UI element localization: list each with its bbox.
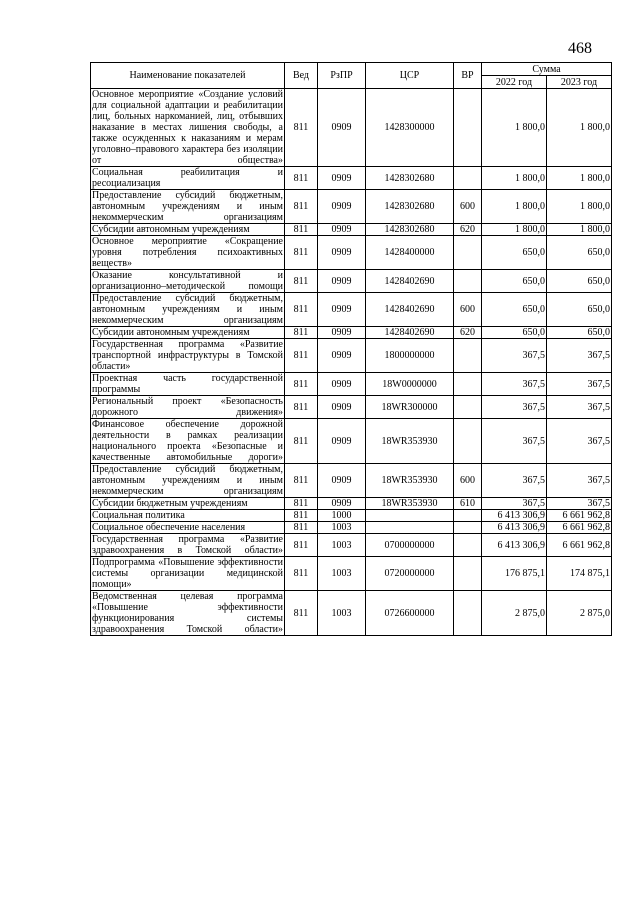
row-vr-cell: 620: [454, 224, 482, 236]
row-csr-cell: 18WR353930: [366, 464, 454, 498]
row-vr-cell: [454, 396, 482, 419]
row-ved-cell: 811: [285, 419, 318, 464]
row-name-cell: Оказание консультативной и организационно–методической помощи: [92, 270, 283, 292]
row-rzpr-cell: 0909: [318, 327, 366, 339]
row-csr-cell: 1428302680: [366, 224, 454, 236]
row-name-cell: Предоставление субсидий бюджетным, автономным учреждениям и иным некоммерческим организациям: [92, 464, 283, 497]
row-name-cell: Основное мероприятие «Сокращение уровня потребления психоактивных веществ»: [92, 236, 283, 269]
table-row: [91, 464, 612, 498]
row-sum-2022-cell: 6 413 306,9: [482, 522, 547, 534]
row-sum-2022-cell: 650,0: [482, 236, 547, 270]
table-row: [91, 396, 612, 419]
row-name-cell: Социальное обеспечение населения: [91, 522, 285, 534]
row-rzpr-cell: 0909: [318, 419, 366, 464]
row-ved-cell: 811: [285, 510, 318, 522]
row-csr-cell: 1428402690: [366, 293, 454, 327]
row-ved-cell: 811: [285, 224, 318, 236]
table-row: [91, 89, 612, 167]
row-name-cell: Субсидии бюджетным учреждениям: [91, 498, 285, 510]
row-ved-cell: 811: [285, 557, 318, 591]
row-sum-2022-cell: 367,5: [482, 339, 547, 373]
row-csr-cell: 18W0000000: [366, 373, 454, 396]
row-sum-2023-cell: 367,5: [547, 396, 612, 419]
row-rzpr-cell: 0909: [318, 464, 366, 498]
row-csr-cell: 0720000000: [366, 557, 454, 591]
table-row: [91, 236, 612, 270]
row-vr-cell: [454, 419, 482, 464]
row-rzpr-cell: 0909: [318, 396, 366, 419]
row-sum-2022-cell: 367,5: [482, 373, 547, 396]
header-csr: ЦСР: [366, 63, 454, 89]
row-sum-2022-cell: 367,5: [482, 498, 547, 510]
row-vr-cell: [454, 89, 482, 167]
row-sum-2022-cell: 176 875,1: [482, 557, 547, 591]
row-rzpr-cell: 0909: [318, 498, 366, 510]
table-header: [91, 63, 612, 89]
row-vr-cell: [454, 522, 482, 534]
row-sum-2022-cell: 6 413 306,9: [482, 534, 547, 557]
row-vr-cell: 620: [454, 327, 482, 339]
row-csr-cell: 1800000000: [366, 339, 454, 373]
row-sum-2023-cell: 650,0: [547, 236, 612, 270]
row-name-cell: Проектная часть государственной программы: [92, 373, 283, 395]
row-sum-2022-cell: 6 413 306,9: [482, 510, 547, 522]
row-ved-cell: 811: [285, 236, 318, 270]
row-sum-2022-cell: 1 800,0: [482, 89, 547, 167]
row-ved-cell: 811: [285, 327, 318, 339]
row-sum-2023-cell: 6 661 962,8: [547, 522, 612, 534]
row-name-cell: Региональный проект «Безопасность дорожного движения»: [92, 396, 283, 418]
row-rzpr-cell: 1003: [318, 557, 366, 591]
row-ved-cell: 811: [285, 270, 318, 293]
row-ved-cell: 811: [285, 464, 318, 498]
header-ved: Вед: [285, 63, 318, 89]
row-name-cell: Государственная программа «Развитие здравоохранения в Томской области»: [92, 534, 283, 556]
row-sum-2023-cell: 6 661 962,8: [547, 510, 612, 522]
row-vr-cell: [454, 167, 482, 190]
table-row: [91, 557, 612, 591]
table-row: [91, 419, 612, 464]
row-rzpr-cell: 1003: [318, 591, 366, 636]
row-name-cell: Субсидии автономным учреждениям: [91, 224, 285, 236]
row-ved-cell: 811: [285, 396, 318, 419]
row-csr-cell: 1428300000: [366, 89, 454, 167]
row-csr-cell: 1428402690: [366, 327, 454, 339]
row-sum-2022-cell: 367,5: [482, 396, 547, 419]
row-sum-2023-cell: 1 800,0: [547, 89, 612, 167]
row-name-cell: Социальная политика: [91, 510, 285, 522]
row-sum-2023-cell: 1 800,0: [547, 167, 612, 190]
row-sum-2023-cell: 2 875,0: [547, 591, 612, 636]
row-name-cell: Ведомственная целевая программа «Повышение эффективности функционирования системы здравоохранения Томской области»: [92, 591, 283, 635]
header-year-2022: 2022 год: [482, 76, 547, 89]
row-vr-cell: [454, 270, 482, 293]
row-rzpr-cell: 0909: [318, 167, 366, 190]
row-ved-cell: 811: [285, 190, 318, 224]
page-number: 468: [568, 40, 592, 57]
row-vr-cell: 600: [454, 464, 482, 498]
table-row: [91, 510, 612, 522]
row-ved-cell: 811: [285, 522, 318, 534]
table-row: [91, 293, 612, 327]
row-name-cell: Социальная реабилитация и ресоциализация: [92, 167, 283, 189]
row-rzpr-cell: 0909: [318, 236, 366, 270]
row-rzpr-cell: 0909: [318, 339, 366, 373]
table-row: [91, 522, 612, 534]
header-sum: Сумма: [482, 63, 612, 76]
row-sum-2022-cell: 650,0: [482, 327, 547, 339]
row-name-cell: Подпрограмма «Повышение эффективности системы организации медицинской помощи»: [92, 557, 283, 590]
row-name-cell: Финансовое обеспечение дорожной деятельности в рамках реализации национального проекта «Безопасные и качественные автомобильные дороги»: [92, 419, 283, 463]
row-sum-2023-cell: 367,5: [547, 373, 612, 396]
budget-table: [90, 62, 612, 636]
row-sum-2023-cell: 650,0: [547, 293, 612, 327]
row-rzpr-cell: 0909: [318, 89, 366, 167]
row-ved-cell: 811: [285, 373, 318, 396]
row-ved-cell: 811: [285, 498, 318, 510]
row-vr-cell: 600: [454, 293, 482, 327]
row-sum-2023-cell: 174 875,1: [547, 557, 612, 591]
row-csr-cell: 1428302680: [366, 190, 454, 224]
row-name-cell: Субсидии автономным учреждениям: [91, 327, 285, 339]
row-sum-2023-cell: 650,0: [547, 327, 612, 339]
row-sum-2022-cell: 367,5: [482, 464, 547, 498]
row-rzpr-cell: 1003: [318, 534, 366, 557]
table-row: [91, 327, 612, 339]
row-name-cell: Государственная программа «Развитие транспортной инфраструктуры в Томской области»: [92, 339, 283, 372]
row-ved-cell: 811: [285, 534, 318, 557]
row-vr-cell: 610: [454, 498, 482, 510]
row-vr-cell: 600: [454, 190, 482, 224]
row-sum-2022-cell: 367,5: [482, 419, 547, 464]
row-sum-2023-cell: 367,5: [547, 498, 612, 510]
header-vr: ВР: [454, 63, 482, 89]
table-row: [91, 339, 612, 373]
row-name-cell: Предоставление субсидий бюджетным, автономным учреждениям и иным некоммерческим организациям: [92, 293, 283, 326]
row-rzpr-cell: 0909: [318, 373, 366, 396]
table-row: [91, 190, 612, 224]
row-csr-cell: 0726600000: [366, 591, 454, 636]
header-name: Наименование показателей: [91, 63, 285, 89]
row-csr-cell: [366, 522, 454, 534]
row-ved-cell: 811: [285, 339, 318, 373]
row-rzpr-cell: 0909: [318, 224, 366, 236]
row-ved-cell: 811: [285, 591, 318, 636]
row-name-cell: Основное мероприятие «Создание условий для социальной адаптации и реабилитации лиц, больных наркоманией, лиц, отбывших наказание в местах лишения свободы, а также осужденных к наказаниям и мерам уголовно–правового характера без изоляции от общества»: [92, 89, 283, 166]
row-rzpr-cell: 0909: [318, 190, 366, 224]
row-csr-cell: [366, 510, 454, 522]
row-name-cell: Предоставление субсидий бюджетным, автономным учреждениям и иным некоммерческим организациям: [92, 190, 283, 223]
table-row: [91, 591, 612, 636]
row-vr-cell: [454, 557, 482, 591]
row-csr-cell: 1428302680: [366, 167, 454, 190]
row-sum-2023-cell: 367,5: [547, 419, 612, 464]
row-csr-cell: 18WR353930: [366, 498, 454, 510]
row-csr-cell: 18WR353930: [366, 419, 454, 464]
table-row: [91, 373, 612, 396]
row-ved-cell: 811: [285, 167, 318, 190]
row-sum-2022-cell: 2 875,0: [482, 591, 547, 636]
row-vr-cell: [454, 591, 482, 636]
row-sum-2023-cell: 1 800,0: [547, 190, 612, 224]
table-row: [91, 270, 612, 293]
row-sum-2022-cell: 650,0: [482, 270, 547, 293]
row-ved-cell: 811: [285, 89, 318, 167]
header-year-2023: 2023 год: [547, 76, 612, 89]
row-sum-2023-cell: 367,5: [547, 339, 612, 373]
table-body: [91, 89, 612, 636]
row-rzpr-cell: 0909: [318, 293, 366, 327]
row-rzpr-cell: 1003: [318, 522, 366, 534]
row-vr-cell: [454, 236, 482, 270]
row-vr-cell: [454, 373, 482, 396]
row-sum-2023-cell: 650,0: [547, 270, 612, 293]
row-csr-cell: 18WR300000: [366, 396, 454, 419]
row-vr-cell: [454, 534, 482, 557]
row-rzpr-cell: 1000: [318, 510, 366, 522]
row-vr-cell: [454, 339, 482, 373]
row-sum-2022-cell: 650,0: [482, 293, 547, 327]
row-csr-cell: 1428402690: [366, 270, 454, 293]
row-sum-2022-cell: 1 800,0: [482, 167, 547, 190]
table-row: [91, 498, 612, 510]
table-row: [91, 167, 612, 190]
row-rzpr-cell: 0909: [318, 270, 366, 293]
row-vr-cell: [454, 510, 482, 522]
table-row: [91, 224, 612, 236]
row-sum-2022-cell: 1 800,0: [482, 190, 547, 224]
row-ved-cell: 811: [285, 293, 318, 327]
row-sum-2022-cell: 1 800,0: [482, 224, 547, 236]
row-csr-cell: 0700000000: [366, 534, 454, 557]
row-sum-2023-cell: 6 661 962,8: [547, 534, 612, 557]
header-rzpr: РзПР: [318, 63, 366, 89]
table-row: [91, 534, 612, 557]
row-sum-2023-cell: 1 800,0: [547, 224, 612, 236]
row-sum-2023-cell: 367,5: [547, 464, 612, 498]
row-csr-cell: 1428400000: [366, 236, 454, 270]
